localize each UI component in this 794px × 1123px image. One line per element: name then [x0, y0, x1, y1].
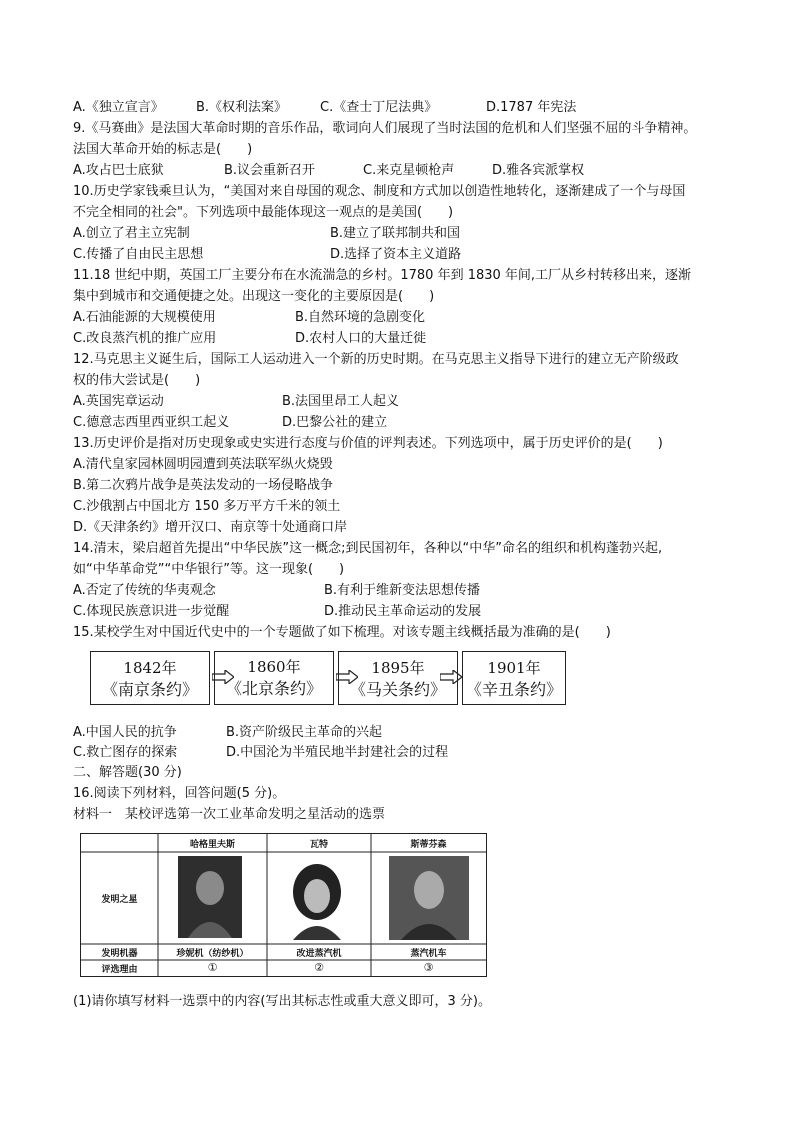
q11-option-d: D.农村人口的大量迁徙 — [295, 331, 427, 346]
q15-stem-line1: 15.某校学生对中国近代史中的一个专题做了如下梳理。对该专题主线概括最为准确的是( ) — [73, 625, 611, 640]
ballot-name-hargreaves: 哈格里夫斯 — [189, 840, 235, 850]
ballot-reason-3: ③ — [423, 961, 434, 974]
q12-option-d: D.巴黎公社的建立 — [282, 415, 388, 430]
q10-stem-line1: 10.历史学家钱乘旦认为，“美国对来自母国的观念、制度和方式加以创造性地转化，逐渐建成了一个与母国 — [73, 184, 686, 199]
q8-option-d: D.1787 年宪法 — [486, 100, 577, 115]
q11-option-c: C.改良蒸汽机的推广应用 — [73, 331, 217, 346]
timeline-treaty: 《北京条约》 — [225, 679, 322, 698]
timeline-year: 1860年 — [247, 658, 301, 676]
ballot-reason-1: ① — [207, 961, 218, 974]
timeline-box-1842 — [90, 651, 210, 705]
q11-option-a: A.石油能源的大规模使用 — [73, 310, 216, 325]
q10-option-b: B.建立了联邦制共和国 — [330, 226, 461, 241]
q14-option-d: D.推动民主革命运动的发展 — [324, 604, 482, 619]
q12-stem-line1: 12.马克思主义诞生后，国际工人运动进入一个新的历史时期。在马克思主义指导下进行的建立无产阶级政 — [73, 352, 679, 367]
section-title: 二、解答题(30 分) — [73, 765, 182, 780]
ballot-name-watt: 瓦特 — [309, 840, 328, 850]
q13-option-a: A.清代皇家园林圆明园遭到英法联军纵火烧毁 — [73, 457, 333, 472]
timeline-year: 1895年 — [371, 659, 425, 677]
timeline-box-1860-content — [214, 651, 334, 705]
q8-option-c: C.《查士丁尼法典》 — [320, 100, 438, 115]
portrait-stephenson — [389, 856, 469, 940]
portrait-watt — [281, 856, 353, 940]
q12-option-b: B.法国里昂工人起义 — [282, 394, 400, 409]
q13-option-c: C.沙俄割占中国北方 150 多万平方千米的领土 — [73, 499, 341, 514]
portrait-hargreaves — [178, 856, 242, 938]
q13-stem-line1: 13.历史评价是指对历史现象或史实进行态度与价值的评判表述。下列选项中，属于历史评价的是( ) — [73, 436, 663, 451]
ballot-row-reason: 评选理由 — [101, 965, 138, 975]
q16-material1: 材料一 某校评选第一次工业革命发明之星活动的选票 — [73, 807, 386, 822]
timeline-box-1901 — [462, 651, 566, 705]
timeline-treaty: 《马关条约》 — [349, 680, 446, 699]
ballot-reason-2: ② — [314, 961, 324, 974]
q16-stem-line1: 16.阅读下列材料，回答问题(5 分)。 — [73, 786, 286, 801]
q11-stem-line1: 11.18 世纪中期，英国工厂主要分布在水流湍急的乡村。1780 年到 1830 年间,工厂从乡村转移出来，逐渐 — [73, 268, 692, 283]
q10-stem-line2: 不完全相同的社会"。下列选项中最能体现这一观点的是美国( ) — [73, 205, 454, 220]
q15-option-b: B.资产阶级民主革命的兴起 — [226, 725, 383, 740]
ballot-machine-3: 蒸汽机车 — [410, 949, 447, 959]
q12-option-a: A.英国宪章运动 — [73, 394, 164, 409]
q9-stem-line2: 法国大革命开始的标志是( ) — [73, 142, 253, 157]
q9-stem-line1: 9.《马赛曲》是法国大革命时期的音乐作品，歌词向人们展现了当时法国的危机和人们坚强不屈的斗争精神。 — [73, 121, 697, 136]
q15-option-a: A.中国人民的抗争 — [73, 725, 177, 740]
ballot-machine-2: 改进蒸汽机 — [296, 949, 342, 959]
q9-option-a: A.攻占巴士底狱 — [73, 163, 164, 178]
q9-option-b: B.议会重新召开 — [224, 163, 316, 178]
q10-option-d: D.选择了资本主义道路 — [330, 247, 462, 262]
q12-stem-line2: 权的伟大尝试是( ) — [73, 373, 201, 388]
ballot-row-star: 发明之星 — [101, 895, 138, 905]
ballot-row-machine: 发明机器 — [101, 949, 138, 959]
q13-option-b: B.第二次鸦片战争是英法发动的一场侵略战争 — [73, 478, 334, 493]
q14-option-c: C.体现民族意识进一步觉醒 — [73, 604, 230, 619]
q15-option-c: C.救亡图存的探索 — [73, 745, 178, 760]
q14-stem-line2: 如“中华革命党”“中华银行”等。这一现象( ) — [73, 562, 345, 577]
q10-option-a: A.创立了君主立宪制 — [73, 226, 190, 241]
q8-option-a: A.《独立宣言》 — [73, 100, 164, 115]
ballot-table — [80, 833, 487, 977]
timeline-treaty: 《辛丑条约》 — [465, 680, 562, 699]
q9-option-d: D.雅各宾派掌权 — [492, 163, 585, 178]
q15-option-d: D.中国沦为半殖民地半封建社会的过程 — [226, 745, 449, 760]
timeline-year: 1842年 — [123, 659, 177, 677]
q14-option-b: B.有利于维新变法思想传播 — [324, 583, 481, 598]
timeline-treaty: 《南京条约》 — [101, 680, 198, 699]
q14-stem-line1: 14.清末，梁启超首先提出“中华民族”这一概念;到民国初年，各种以“中华”命名的组织和机构蓬勃兴起, — [73, 541, 663, 556]
timeline-arrow-icon — [440, 670, 462, 684]
q8-option-b: B.《权利法案》 — [196, 100, 288, 115]
q10-option-c: C.传播了自由民主思想 — [73, 247, 204, 262]
q16-sub1: (1)请你填写材料一选票中的内容(写出其标志性或重大意义即可，3 分)。 — [73, 994, 491, 1009]
q14-option-a: A.否定了传统的华夷观念 — [73, 583, 216, 598]
timeline-year: 1901年 — [487, 659, 541, 677]
q11-option-b: B.自然环境的急剧变化 — [295, 310, 426, 325]
q11-stem-line2: 集中到城市和交通便捷之处。出现这一变化的主要原因是( ) — [73, 289, 435, 304]
ballot-machine-1: 珍妮机（纺纱机） — [176, 949, 249, 959]
q13-option-d: D.《天津条约》增开汉口、南京等十处通商口岸 — [73, 520, 348, 535]
ballot-name-stephenson: 斯蒂芬森 — [410, 840, 447, 850]
q9-option-c: C.来克星顿枪声 — [363, 163, 455, 178]
q12-option-c: C.德意志西里西亚织工起义 — [73, 415, 230, 430]
